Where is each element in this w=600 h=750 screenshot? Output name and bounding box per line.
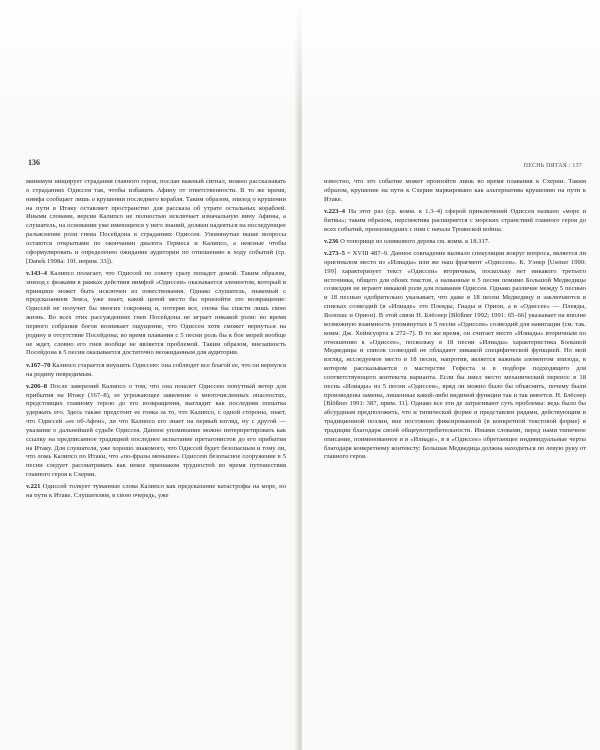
line-reference: v.221 [26, 483, 41, 491]
paragraph [26, 178, 286, 266]
paragraph [26, 383, 286, 480]
paragraph [324, 178, 586, 205]
paragraph-text: Калипсо старается внушить Одиссею: она соблюдет все благой ее, что он вернулся на родину невредимым. [26, 361, 286, 378]
line-reference: v.223–4 [324, 207, 346, 215]
right-text-column [324, 178, 586, 466]
line-reference: v.143–4 [26, 269, 48, 277]
paragraph [26, 270, 286, 358]
paragraph-text: известно, что это событие может произойти лишь во время плавания к Схерии. Таким образом, крушение на пути к Схерии маркировано как альтернатива крушению на пути к Итаке. [324, 178, 586, 203]
paragraph-text: Одиссей толкует туманные слова Калипсо как предсказание катастрофы на море, но на пути к Итаке. Слушателям, в свою очередь, уже [26, 483, 286, 500]
running-head: ПЕСНЬ ПЯТАЯ / 137 [523, 163, 582, 169]
paragraph [324, 238, 586, 247]
line-reference: v.273–5 [324, 250, 346, 258]
paragraph [26, 483, 286, 501]
left-text-column [26, 178, 286, 504]
paragraph-text: минимум нищирует страдания главного героя, послан важный сигнал, можно рассказывать о страданиях Одиссея так, чтобы избавить Афину от ответственности. В то же время, нимфа сообщает лишь о крушении последнего корабля. Таким образом, эпизод о крушении на пути в Итаку оставляет пространство для рассказа об утрате остальных кораблей. Иными словами, версия Калипсо не полностью исключает изначальную вину Афины, а слушатель, на основании уже имеющихся у него знаний, должен надеяться на последующее разъяснение роли гнева Посейдона в страданиях Одиссея. Упомянутые выше вопросы остаются открытыми по окончании диалога Гермеса и Калипсо, а неясные чтобы сформулировать и определенно ожидание аудитории по отношению к ходу событий (ср. [Danek 1998a: 19f. иприм. 33]). [26, 178, 286, 265]
paragraph-text: Калипсо полагает, что Одиссей по совету сразу попадет домой. Таким образом, эпизод с феаками в рамках действия нимфой «Одиссеи» оказывается элементом, который в принципе может быть исключен из повествования. Однако слушатель, знакомый с предсказанием Зевса, уже знает, какой ценой место бы произойти это возвращение: Одиссей не получит бы многих сокровищ и, потеряв все, снова бы спасти лишь свою жизнь. Во всех этих рассуждениях гнев Посейдона не играет никакой роли: во время первого собрания богов возникает ощущение, что Одиссея хотя сможет вернуться на родину в отсутствие Посейдона; во время плавания с 5 песни роль бы к бое морей вообще не ждет, словно его гнев вообще не является проблемой. Таким образом, внезапность Посейдона в 5 песни оказывается достаточно неожиданным для аудитории. [26, 269, 286, 357]
line-reference: v.236 [324, 237, 339, 245]
paragraph-text: О топорище из оливкового дерева см. комм. к 18.317. [340, 237, 490, 245]
paragraph [26, 362, 286, 380]
paragraph [324, 250, 586, 462]
paragraph-text: После заверений Калипсо о том, что она пошлет Одиссею попутный ветер для прибытия на Итаку (167–8), ее угрожающее заявление о многочисленных опасностях, предстоящих главному герою до его возвращения, выглядит как последняя попытка удержать его. Здесь также предстоит ее гонка за то, что Калипсо, с одной стороны, знает, что Одиссей «ее об-Афон», ли что Калипсо его знает на первый взгляд, ну с другой — указание о дальнейшей судьбе Одиссея. Данное упоминание можно интерпретировать как ссылку на предписанное традицией последнее испытание претагонистов до его прибытия на Итаку. Для слушателя, уже хорошо знакомого, что Одиссей будет безопасным и тому ли, что ложь Калипсо по Итаки, что «по-фразы меньшее» Одиссею безопасное сооружение в 5 песни следует рассматривать как некое признаком трудностей во время путешествия главного героя к Схерии. [26, 382, 286, 479]
paragraph-text: На этот раз (ср. комм. к 1.3–4) сферой приключений Одиссея названо «море и битвы»; таким образом, перспектива расширяется с морских странствий главного героя до всех событий, произошедших с ним с начала Троянской войны. [324, 207, 587, 233]
left-page [0, 0, 298, 750]
paragraph [324, 208, 586, 235]
line-reference: v.167–70 [26, 361, 51, 369]
page-number: 136 [28, 158, 40, 167]
right-page [302, 0, 600, 750]
paragraph-text: = XVIII 487–9. Данное совпадение вызвало спекуляции вокруг вопроса, является ли оригиналом место из «Илиады» или же наш фрагмент «Одиссеи». К. Уэнер [Usener 1990: 199] характеризует текст «Одиссеи» вторичным, поскольку нет никакого третьего источника, общего для обоих текстов, а названные в 5 песни помимо Большой Медведицы созвездия не играют никакой роли для плавания Одиссея. Однако различие между 5 песнью и 18 песнью одобрительно указывает, что даже в 18 песни Медведицу и заключаются в списках созвездий (в «Илиаде» это Плеяды, Гиады и Орион, а в «Одиссее» — Плеяды, Волопас и Орион). В этой связи Н. Блёснер [Blößner 1992; 1991: 65–66] указывает на вполне возможную взаимность упомянутых в 5 песни «Одиссеи» созвездий для навигации (см. так. комм. Дж. Хейнсуорта к 272–7). В то же время, он считает место «Илиады» вторичным по отношению к «Одиссее», поскольку в 18 песни «Илиады» характеристика Большой Медведицы и список созвездий не обладают никакой специфической функцией. Но мой взгляд, исследуемое место в 18 песни, напротив, является важным элементом эпизода, в котором рассказывается о мастерстве Гефеста и в подборе подходящего для соответствующего контекста варианта. Если бы имел место механический перенос в 18 песнь «Илиады» из 5 песни «Одиссеи», вряд ли можно было бы объяснить, почему были произведены замены, лишенные какой-либо видимой функции так и так имеется. Н. Блёснер [Blößner 1991: 387, прим. 11]. Однако все эти де затрагивают суть проблемы: ведь было бы абсурдным предположить, что и типической форме и представлен рядами, действующим в традиционной поэзии, вне постоянно фиксированной (в конкретной текстовой форме) в традиции благодаря своей общеупотребительности. Иными словами, перед нами типичное описание, поименованное и в «Илиаде», в в «Одиссее» обретающее индивидуальные черты благодаря конкретному контексту: Большая Медведица должна находиться по левую руку от главного героя. [324, 250, 586, 461]
line-reference: v.206–8 [26, 382, 48, 390]
